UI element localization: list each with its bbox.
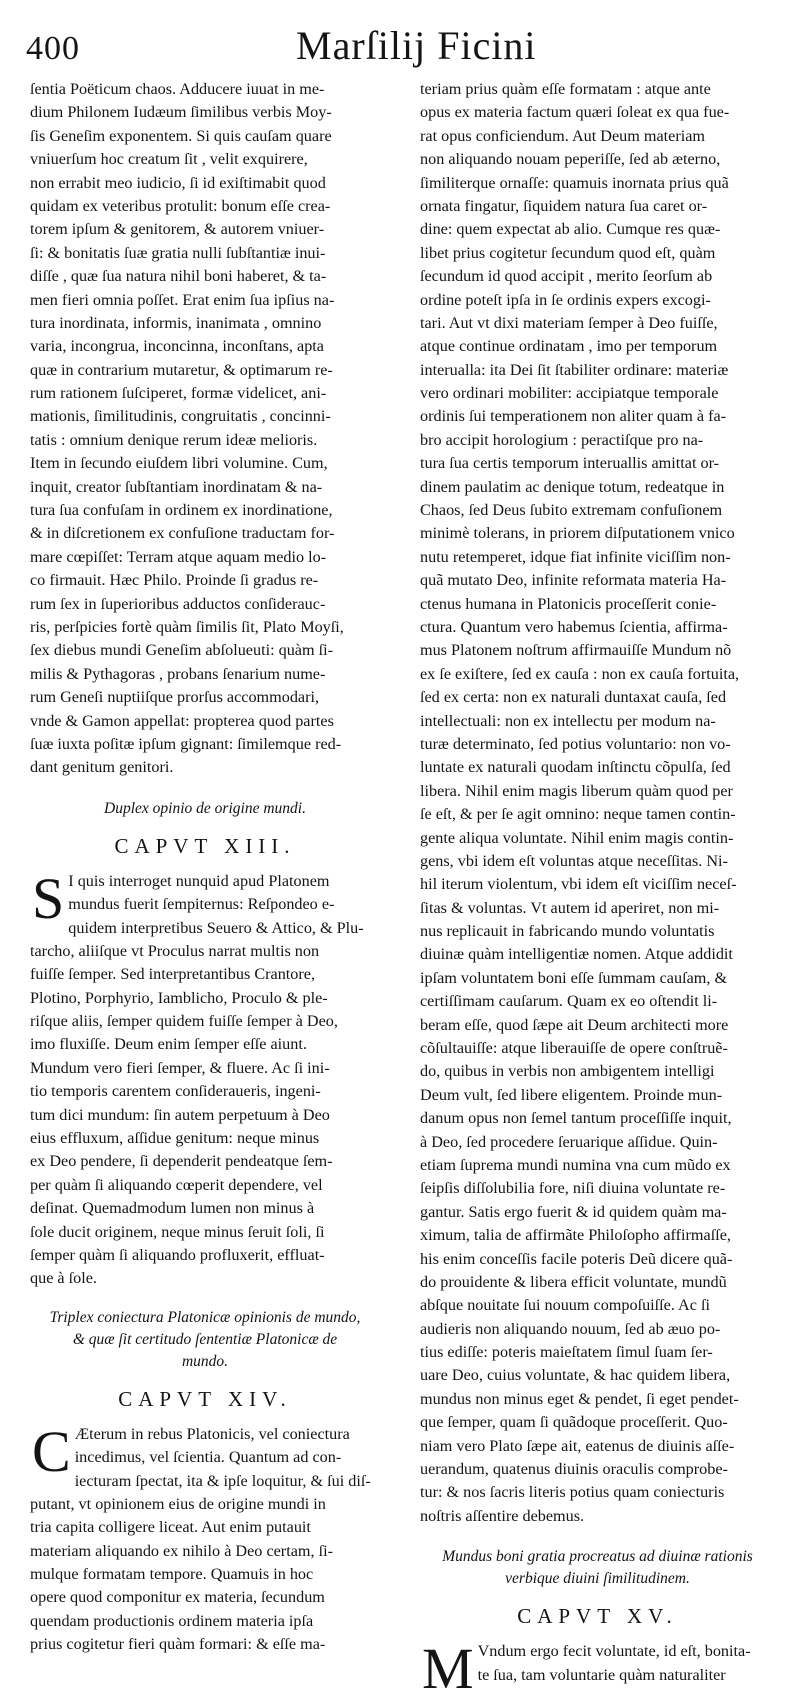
text-line: iecturam ſpectat, ita & ipſe loquitur, & ſui diſ- [74, 1471, 371, 1490]
text-line: turæ determinato, ſed potius voluntario: non vo- [420, 734, 731, 753]
text-line: quã mutato Deo, infinite reformata materia Ha- [420, 571, 727, 590]
text-line: bro accipit horologium : peractiſque pro na- [420, 430, 704, 449]
chapter-13-subtitle: Duplex opinio de origine mundi. [104, 799, 306, 817]
text-line: men fieri omnia poſſet. Erat enim ſua ipſius na- [30, 290, 335, 309]
text-line: ornata fingatur, ſiquidem natura ſua caret or- [420, 196, 708, 215]
text-line: milis & Pythagoras , probans ſenarium nume- [30, 664, 326, 683]
text-line: diuinæ quàm intelligentiæ nomen. Atque addidit [420, 945, 733, 964]
text-line: tura ſua certis temporum interuallis amittat or- [420, 454, 720, 473]
left-column [30, 78, 380, 1657]
text-line: tio temporis carentem conſideraueris, ingeni- [30, 1082, 321, 1101]
text-line: gente aliqua voluntate. Nihil enim magis contin- [420, 828, 734, 847]
text-line: fuiſſe ſemper. Sed interpretantibus Crantore, [30, 965, 315, 984]
text-line: ſed ex certa: non ex naturali duntaxat cauſa, ſed [420, 688, 727, 707]
text-line: intellectuali: non ex intellectu per modum na- [420, 711, 716, 730]
text-line: Mundus boni gratia procreatus ad diuinæ rationis [442, 1548, 753, 1566]
text-line: ſecundum id quod accipit , merito ſeorſum ab [420, 267, 713, 286]
text-line: vniuerſum hoc creatum ſit , velit exquirere, [30, 150, 308, 169]
text-line: dant genitum genitori. [30, 758, 174, 777]
text-line: incedimus, vel ſcientia. Quantum ad con- [74, 1448, 342, 1467]
text-line: Æterum in rebus Platonicis, vel coniectura [74, 1424, 350, 1443]
text-line: inquit, creator ſubſtantiam inordinatam & na- [30, 477, 323, 496]
chapter-13-text [30, 865, 380, 1291]
text-line: tura inordinata, informis, inanimata , omnino [30, 313, 322, 332]
text-line: putant, vt opinionem eius de origine mundi in [30, 1494, 326, 1513]
chapter-15-subtitle [420, 1546, 775, 1590]
text-line: ex ſe exiſtere, ſed ex cauſa : non ex cauſa fortuita, [420, 664, 740, 683]
text-line: que à ſole. [30, 1269, 97, 1288]
text-line: do prouidente & libera efficit voluntate, mundũ [420, 1272, 727, 1291]
text-line: Triplex coniectura Platonicæ opinionis de mundo, [49, 1308, 361, 1326]
text-line: abſque nouitate ſui nouum compoſuiſſe. Ac ſi [420, 1296, 710, 1315]
text-line: mundus non minus eget & pendet, ſi eget pendet- [420, 1389, 739, 1408]
text-line: eius effluxum, aſſidue genitum: neque minus [30, 1129, 320, 1148]
text-line: tum dici mundum: ſin autem perpetuum à Deo [30, 1105, 330, 1124]
text-line: te ſua, tam voluntarie quàm naturaliter [477, 1665, 726, 1684]
intro-paragraph [30, 78, 380, 780]
text-line: nutu retemperet, idque fiat infinite viciſſim non- [420, 547, 731, 566]
text-line: vnde & Gamon appellat: propterea quod partes [30, 711, 334, 730]
text-line: opere quod componitur ex materia, ſecundum [30, 1588, 325, 1607]
text-line: tarcho, aliiſque vt Proculus narrat multis non [30, 941, 320, 960]
text-line: materiam aliquando ex nihilo à Deo certam, ſi- [30, 1541, 333, 1560]
text-line: ſuæ iuxta poſitæ ipſum gignant: ſimilemque red- [30, 734, 342, 753]
text-line: varia, incongrua, inconcinna, inconſtans, apta [30, 337, 324, 356]
text-line: ſis Geneſim exponentem. Si quis cauſam quare [30, 126, 332, 145]
text-line: que ſemper, quam ſi quãdoque proceſſerit. Quo- [420, 1413, 728, 1432]
text-line: audieris non aliquando nouum, ſed ab æuo po- [420, 1319, 721, 1338]
text-line: tura ſua confuſam in ordinem ex inordinatione, [30, 501, 333, 520]
text-line: mulque formatam tempore. Quamuis in hoc [30, 1565, 314, 1584]
text-line: ordinis ſui temperationem non aliter quam à fa- [420, 407, 727, 426]
text-line: ctura. Quantum vero habemus ſcientia, affirma- [420, 617, 728, 636]
chapter-15-text [420, 1636, 775, 1701]
text-line: minimè tolerans, in priorem diſputationem vnico [420, 524, 735, 543]
text-line: mare cœpiſſet: Terram atque aquam medio lo- [30, 547, 327, 566]
text-line: à Deo, ſed procedere ſeruarique aſſidue. Quin- [420, 1132, 718, 1151]
text-line: mus Platonem noſtrum affirmauiſſe Mundum nõ [420, 641, 732, 660]
text-line: Plotino, Porphyrio, Iamblicho, Proculo & ple- [30, 988, 328, 1007]
text-line: libera. Nihil enim magis liberum quàm quod per [420, 781, 733, 800]
right-column [420, 78, 775, 1701]
text-line: Mundum vero fieri ſemper, & fluere. Ac ſi ini- [30, 1058, 330, 1077]
text-line: diſſe , quæ ſua natura nihil boni haberet, & ta- [30, 267, 327, 286]
text-line: tius ediſſe: poteris maieſtatem ſimul ſuam ſer- [420, 1343, 713, 1362]
text-line: ſex diebus mundi Geneſim abſolueuti: quàm ſi- [30, 641, 334, 660]
running-head [0, 22, 800, 74]
text-line: prius cogitetur fieri quàm formari: & eſſe ma- [30, 1635, 326, 1654]
text-line: verbique diuini ſimilitudinem. [505, 1570, 690, 1588]
text-line: certiſſimam cauſarum. Quam ex eo oſtendit li- [420, 992, 718, 1011]
chapter-14-text [30, 1418, 380, 1657]
text-line: I quis interroget nunquid apud Platonem [68, 871, 330, 890]
chapter-13-heading: CAPVT XIII. [114, 833, 296, 858]
text-line: & quæ ſit certitudo ſententiæ Platonicæ de [72, 1330, 338, 1348]
text-line: quæ in contrarium mutaretur, & optimarum re- [30, 360, 333, 379]
text-line: mationis, ſimilitudinis, congruitatis , concinni- [30, 407, 331, 426]
text-line: & in diſcretionem ex confuſione traductam for- [30, 524, 335, 543]
chapter-14-subtitle [30, 1307, 380, 1373]
text-line: riſque aliis, ſemper quidem fuiſſe ſemper à Deo, [30, 1012, 338, 1031]
text-line: opus ex materia factum quæri ſoleat ex qua fue- [420, 103, 730, 122]
text-line: ipſam voluntatem boni eſſe ſummam cauſam, & [420, 968, 728, 987]
text-line: ex Deo pendere, ſi dependerit pendeatque ſem- [30, 1152, 333, 1171]
text-line: tari. Aut vt dixi materiam ſemper à Deo fuiſſe, [420, 313, 718, 332]
text-line: tria capita colligere liceat. Aut enim putauit [30, 1518, 311, 1537]
text-line: hil iterum violentum, vbi idem eſt viciſſim neceſ- [420, 875, 737, 894]
text-line: rum Geneſi nuptiiſque prorſus accommodari, [30, 688, 320, 707]
text-line: gantur. Satis ergo fuerit & id quidem quàm ma- [420, 1202, 727, 1221]
chapter-15-heading: CAPVT XV. [517, 1604, 678, 1629]
text-line: teriam prius quàm eſſe formatam : atque ante [420, 80, 711, 98]
text-line: rum rationem ſuſciperet, formæ videlicet, ani- [30, 384, 327, 403]
text-line: uare Deo, cuius voluntate, & hac quidem libera, [420, 1366, 731, 1385]
text-line: Deum vult, ſed libere eligentem. Proinde mun- [420, 1085, 723, 1104]
text-line: mundus fuerit ſempiternus: Reſpondeo e- [68, 895, 335, 914]
text-line: uerandum, quatenus diuinis oraculis comprobe- [420, 1460, 728, 1479]
text-line: quidem interpretibus Seuero & Attico, & Plu- [68, 918, 364, 937]
text-line: ſeipſis diſſolubilia fore, niſi diuina voluntate re- [420, 1179, 726, 1198]
text-line: imo fluxiſſe. Deum enim ſemper eſſe aiunt. [30, 1035, 307, 1054]
text-line: rat opus conficiendum. Aut Deum materiam [420, 126, 706, 145]
text-line: dium Philonem Iudæum ſimilibus verbis Moy- [30, 103, 332, 122]
right-paragraph [420, 78, 775, 1528]
text-line: atque continue ordinatam , imo per temporum [420, 337, 718, 356]
text-line: ordine poteſt ipſa in ſe ordinis expers excogi- [420, 290, 711, 309]
text-line: ſentia Poëticum chaos. Adducere iuuat in me- [30, 80, 325, 98]
text-line: non errabit meo iudicio, ſi id exiſtimabit quod [30, 173, 326, 192]
text-line: deſinat. Quemadmodum lumen non minus à [30, 1199, 315, 1218]
text-line: danum opus non ſemel tantum proceſſiſſe inquit, [420, 1109, 732, 1128]
text-line: interualla: ita Dei ſit ſtabiliter ordinare: materiæ [420, 360, 729, 379]
text-line: rum ſex in ſuperioribus adductos conſiderauc- [30, 594, 326, 613]
text-line: vero ordinari mobiliter: accipiatque temporale [420, 384, 719, 403]
text-line: dinem paulatim ac denique totum, redeatque in [420, 477, 725, 496]
text-line: beram eſſe, quod ſæpe ait Deum architecti more [420, 1015, 729, 1034]
text-line: torem ipſum & genitorem, & autorem vniuer- [30, 220, 325, 239]
text-line: niam vero Plato ſæpe ait, eatenus de diuinis aſſe- [420, 1436, 735, 1455]
text-line: Vndum ergo fecit voluntate, id eſt, bonita- [477, 1642, 751, 1661]
text-line: gens, vbi idem eſt voluntas atque neceſſitas. Ni- [420, 851, 728, 870]
text-line: nus replicauit in fabricando mundo voluntatis [420, 922, 715, 941]
text-line: cõſultauiſſe: atque liberauiſſe de opere conſtruẽ- [420, 1039, 728, 1058]
text-line: co firmauit. Hæc Philo. Proinde ſi gradus re- [30, 571, 319, 590]
text-line: tatis : omnium denique rerum ideæ melioris. [30, 430, 318, 449]
text-line: do, quibus in verbis non ambigentem intelligi [420, 1062, 715, 1081]
text-line: dine: quem expectat ab alio. Cumque res quæ- [420, 220, 721, 239]
text-line: libet prius cogitetur ſecundum quod eſt, quàm [420, 243, 716, 262]
text-line: ſole ducit originem, neque minus ſeruit ſoli, ſi [30, 1222, 325, 1241]
drop-cap: C [32, 1418, 71, 1484]
drop-cap: M [422, 1636, 474, 1701]
text-line: ctenus humana in Platonicis proceſſerit conie- [420, 594, 717, 613]
text-line: ſimiliterque ornaſſe: quamuis inornata prius quã [420, 173, 729, 192]
text-line: ris, perſpicies fortè quàm ſimilis ſit, Plato Moyſi, [30, 617, 344, 636]
text-line: his enim conceſſis facile poteris Deũ dicere quã- [420, 1249, 733, 1268]
text-line: Chaos, ſed Deus ſubito extremam confuſionem [420, 501, 723, 520]
text-line: ſe eſt, & per ſe agit omnino: neque tamen contin- [420, 805, 736, 824]
text-line: noſtris aſſentire debemus. [420, 1506, 585, 1525]
text-line: ſitas & voluntas. Vt autem id aperiret, non mi- [420, 898, 720, 917]
text-line: per quàm ſi aliquando cœperit dependere, vel [30, 1175, 323, 1194]
text-line: quendam productionis ordinem materia ipſa [30, 1611, 314, 1630]
text-line: ſi: & bonitatis ſuæ gratia nulli ſubſtantiæ inui- [30, 243, 326, 262]
book-title: Marſilij Ficini [296, 23, 537, 68]
text-line: etiam ſuprema mundi numina vna cum mũdo ex [420, 1155, 731, 1174]
text-line: ximum, talia de affirmãte Philoſopho affirmaſſe, [420, 1226, 731, 1245]
text-line: luntate ex naturali quodam inſtinctu cõpulſa, ſed [420, 758, 731, 777]
text-line: quidam ex veteribus protulit: bonum eſſe crea- [30, 196, 331, 215]
drop-cap: S [32, 865, 65, 931]
chapter-14-heading: CAPVT XIV. [118, 1386, 292, 1411]
text-line: non aliquando nouam peperiſſe, ſed ab æterno, [420, 150, 721, 169]
text-line: Item in ſecundo eiuſdem libri volumine. Cum, [30, 454, 328, 473]
text-line: mundo. [181, 1352, 229, 1370]
text-line: ſemper quàm ſi aliquando profluxerit, effluat- [30, 1245, 325, 1264]
page-number: 400 [26, 30, 80, 67]
text-line: tur: & nos ſacris literis potius quam coniecturis [420, 1483, 725, 1502]
